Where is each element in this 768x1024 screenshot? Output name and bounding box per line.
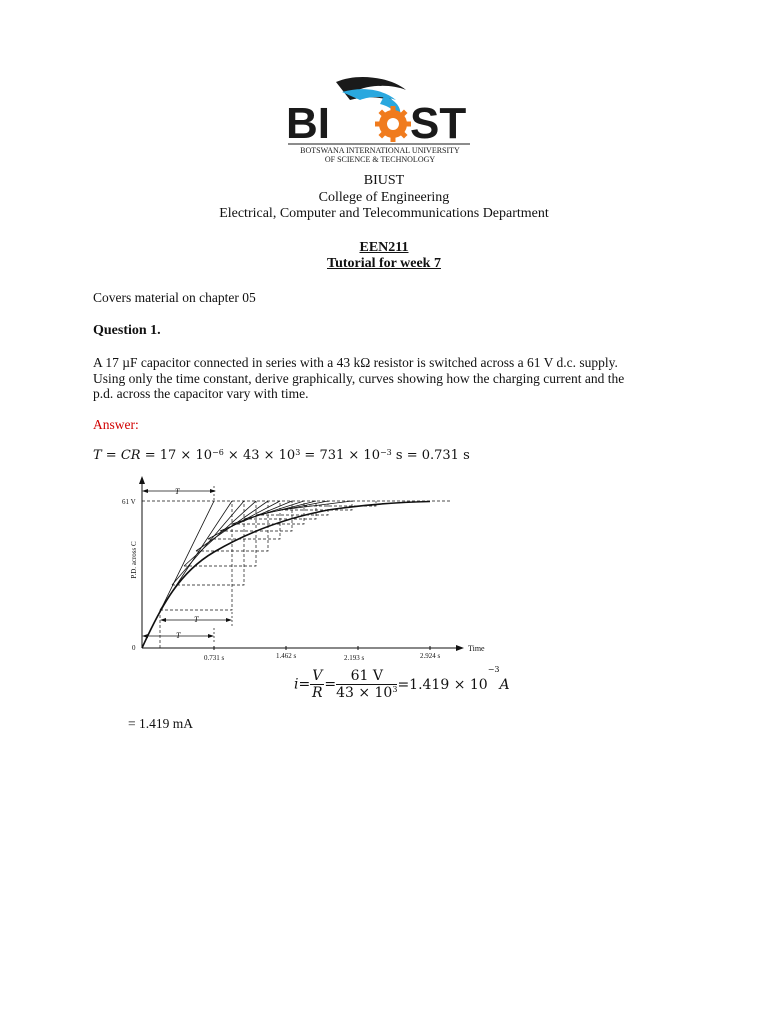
answer-label: Answer: <box>93 417 139 432</box>
logo-wordmark-left: BI <box>286 99 330 148</box>
question-heading: Question 1. <box>93 323 161 338</box>
charging-curve <box>142 502 430 649</box>
tangent-lines <box>142 501 352 648</box>
header-institution: BIUST <box>363 173 405 188</box>
logo-line1: BOTSWANA INTERNATIONAL UNIVERSITY <box>300 146 460 155</box>
x-tick-4: 2.924 s <box>420 652 441 660</box>
t-label-top: T <box>175 487 180 496</box>
y-axis-label: P.D. across C <box>130 541 138 579</box>
question-line-1: A 17 µF capacitor connected in series with a 43 kΩ resistor is switched across a 61 V d.c. supply. <box>93 355 618 370</box>
eq-lhs: T <box>93 448 102 463</box>
result-line: = 1.419 mA <box>128 716 193 731</box>
construction-steps <box>160 501 376 648</box>
time-constant-equation: T = CR = $17 \times 10^{-6} \times 43 \times 10^3 = 731 \times 10^{-3}$ s = 0.731 s <box>93 448 470 463</box>
t-label-bottom: T <box>176 631 181 640</box>
y-top-label: 61 V <box>122 498 136 506</box>
x-tick-2: 1.462 s <box>276 652 297 660</box>
logo-line2: OF SCIENCE & TECHNOLOGY <box>324 155 436 164</box>
x-tick-1: 0.731 s <box>204 654 225 662</box>
course-code: EEN211 <box>359 240 409 255</box>
origin-label: 0 <box>132 644 136 652</box>
question-line-3: p.d. across the capacitor vary with time. <box>93 386 309 401</box>
eq-cr: CR <box>120 448 141 463</box>
x-axis-label: Time <box>468 644 485 653</box>
numeric-fraction: $\frac{61 V}{43 \times 10^3}$ <box>336 668 398 701</box>
t-label-mid: T <box>194 615 199 624</box>
logo-wordmark-right: ST <box>410 99 467 148</box>
current-equation: i= $\frac{V}{R}$ = $\frac{61 V}{43 \times 10^3}$ $=1.419 \times 10^{-3}A$ <box>294 665 510 701</box>
header-department: Electrical, Computer and Telecommunications Department <box>219 206 549 221</box>
university-logo <box>284 74 490 166</box>
header-college: College of Engineering <box>318 190 450 205</box>
course-title: Tutorial for week 7 <box>327 256 441 271</box>
covers-text: Covers material on chapter 05 <box>93 290 256 305</box>
x-tick-3: 2.193 s <box>344 654 365 662</box>
question-line-2: Using only the time constant, derive graphically, curves showing how the charging current and the <box>93 371 625 386</box>
charging-curve-figure <box>118 476 496 664</box>
v-over-r: $\frac{V}{R}$ <box>312 668 323 701</box>
